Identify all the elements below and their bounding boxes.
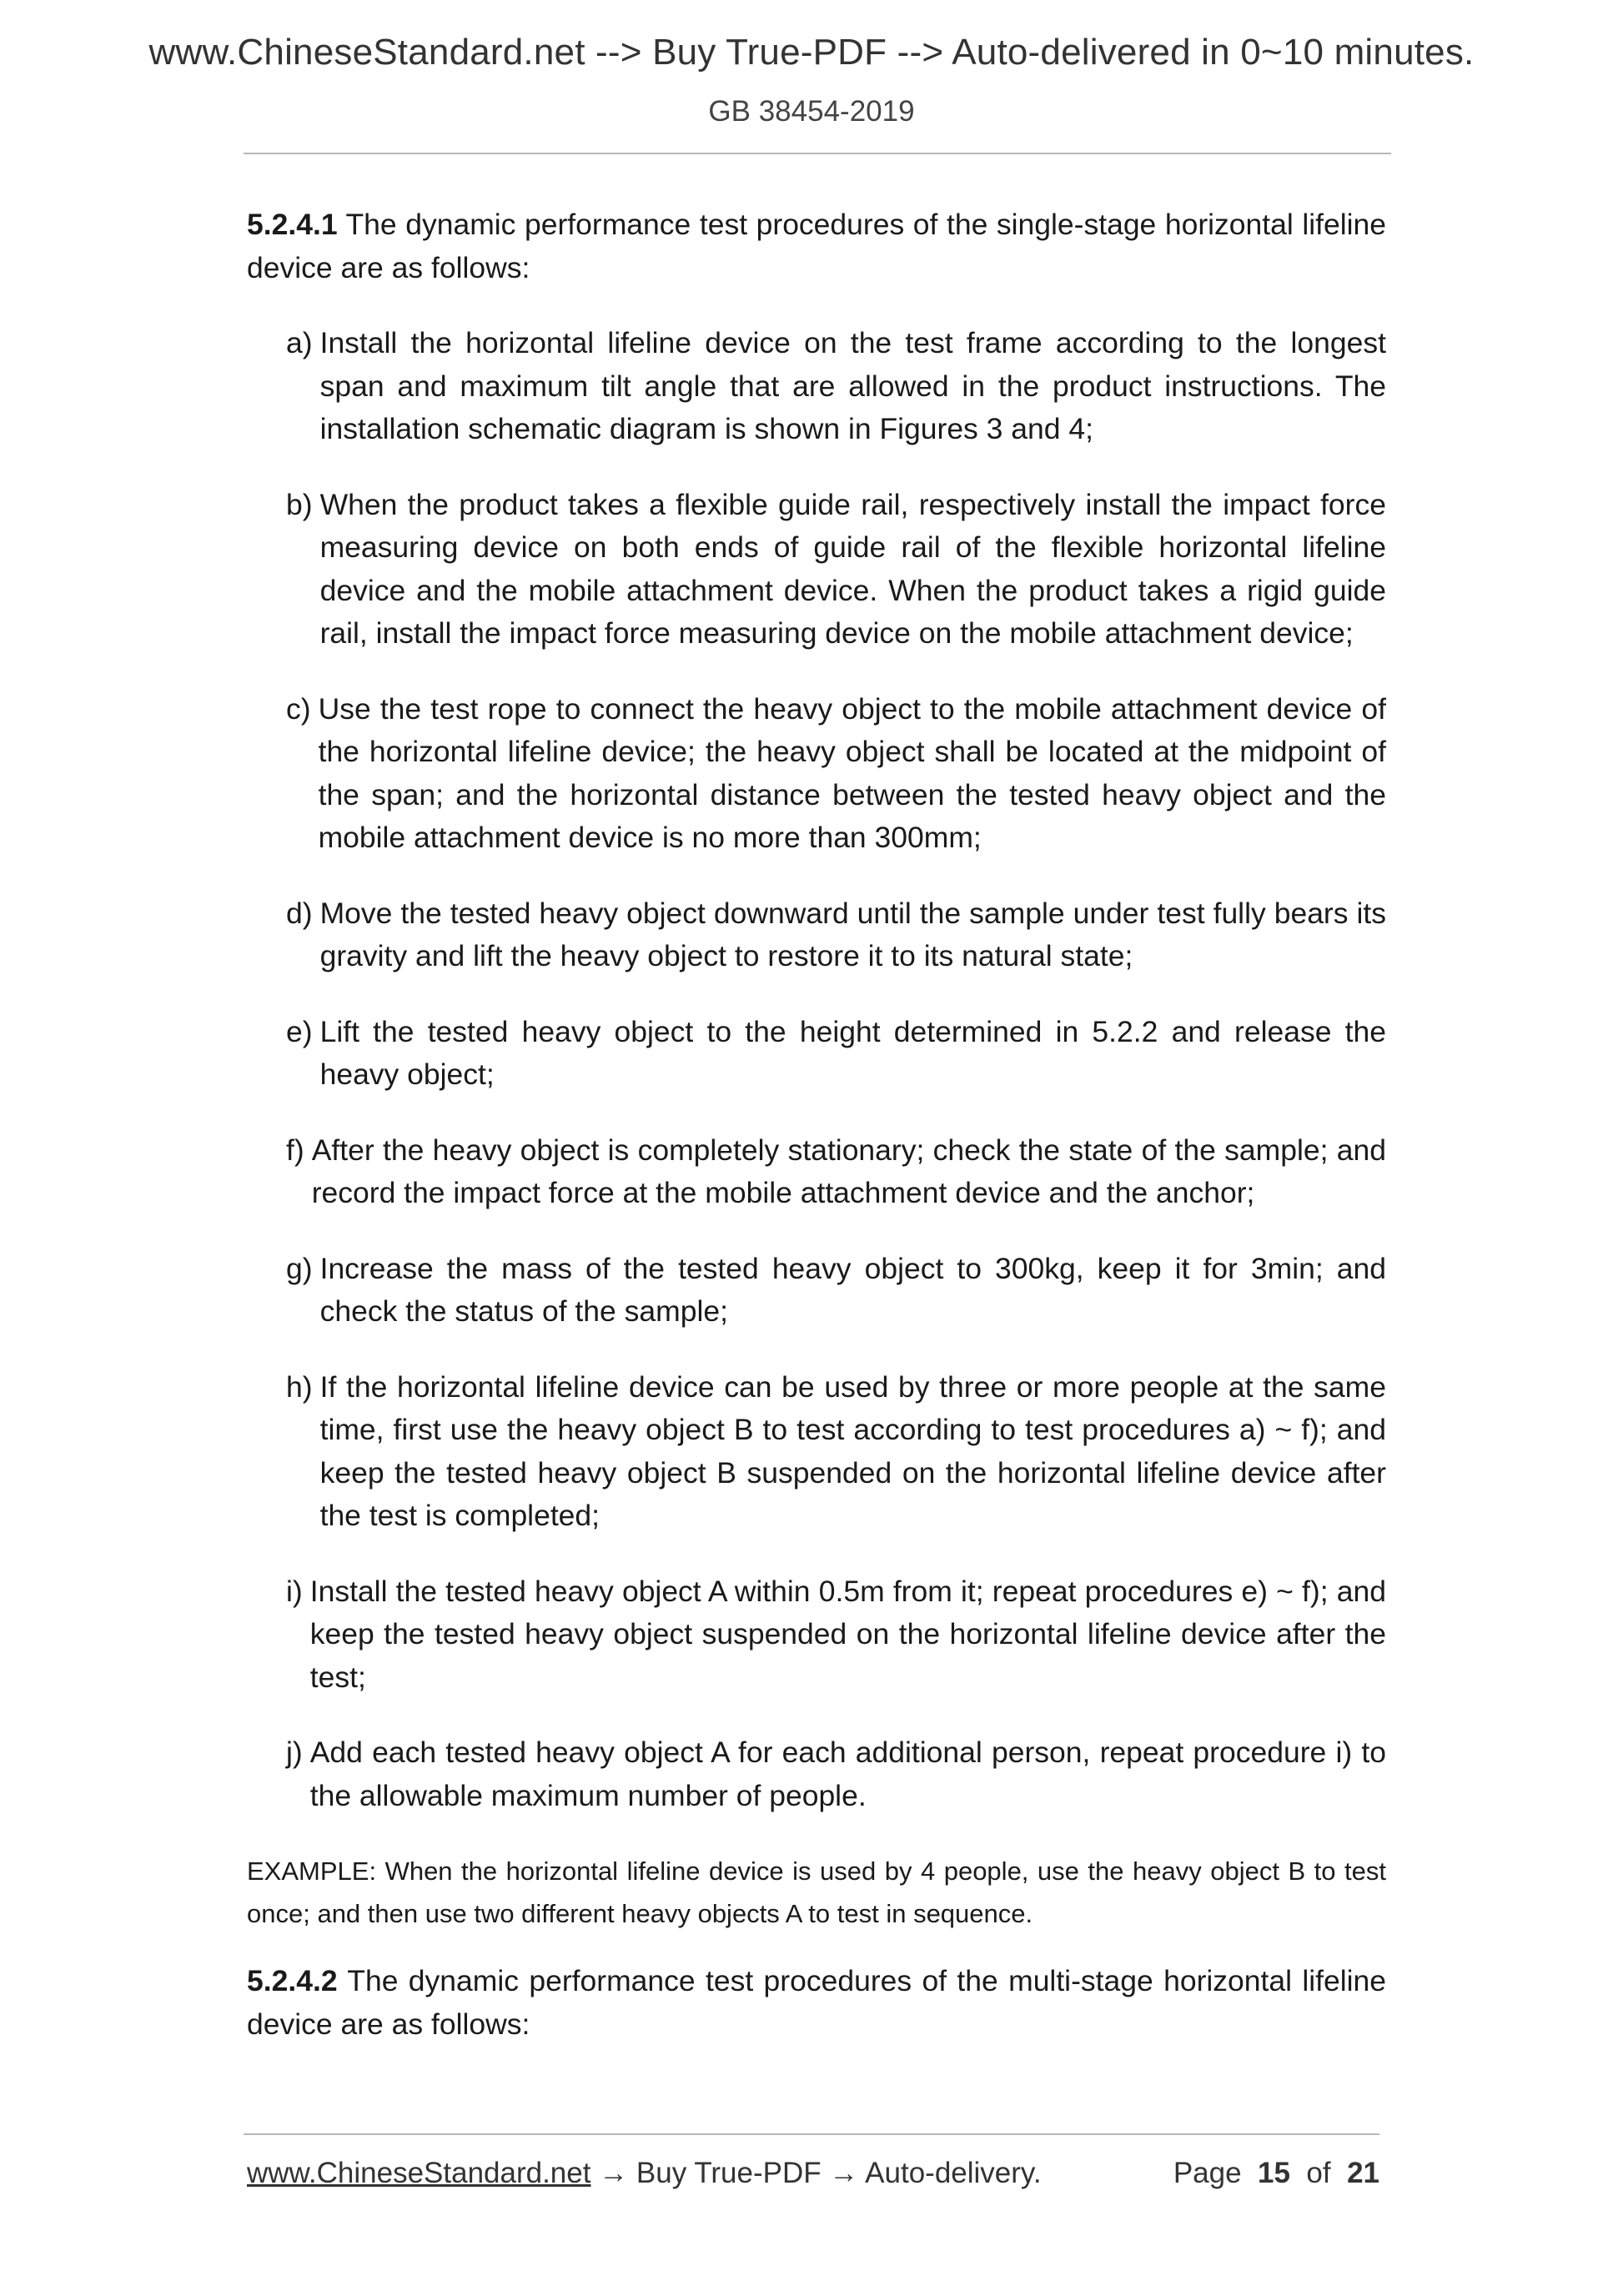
page-word: Page [1173,2157,1242,2189]
list-item-label: d) [286,896,313,930]
footer-tagline: → Buy True-PDF → Auto-delivery. [590,2157,1042,2189]
clause-5-2-4-1 [247,203,1386,289]
list-item-text: Use the test rope to connect the heavy object to the mobile attachment device of the horizontal lifeline device; the heavy object shall be located at the midpoint of the span; and the horizontal distance between the tested heavy object and the mobile attachment device is no more than 300mm; [318,691,1386,854]
list-item [286,688,1386,860]
list-item-text: Add each tested heavy object A for each additional person, repeat procedure i) to the allowable maximum number of people. [309,1736,1386,1812]
list-item-text: After the heavy object is completely stationary; check the state of the sample; and record the impact force at the mobile attachment device and the anchor; [311,1133,1386,1209]
list-item-label: c) [286,691,311,726]
clause-text: The dynamic performance test procedures of the multi-stage horizontal lifeline device are as follows: [247,1964,1386,2041]
list-item-label: b) [286,487,313,521]
list-item [286,892,1386,978]
list-item-label: e) [286,1014,313,1048]
list-item-text: Install the tested heavy object A within 0.5m from it; repeat procedures e) ~ f); and keep the tested heavy object suspended on the horizontal lifeline device after the test; [309,1574,1386,1694]
list-item-label: f) [286,1133,304,1167]
list-item-label: g) [286,1251,313,1285]
list-item [286,1731,1386,1817]
list-item [286,1129,1386,1215]
footer-site-link[interactable]: www.ChineseStandard.net [247,2157,591,2189]
list-item-text: Install the horizontal lifeline device on the test frame according to the longest span and maximum tilt angle that are allowed in the product instructions. The installation schematic diagram is shown in Figures 3 and 4; [319,326,1386,445]
footer-left [247,2157,1042,2190]
clause-number: 5.2.4.2 [247,1964,338,1997]
list-item-label: h) [286,1369,313,1404]
document-body [247,203,1386,2078]
footer-divider [244,2133,1379,2135]
list-item-text: If the horizontal lifeline device can be used by three or more people at the same time, first use the heavy object B to test according to test procedures a) ~ f); and keep the tested heavy object B suspended on the horizontal lifeline device after the test is completed; [319,1369,1386,1532]
example-note: EXAMPLE: When the horizontal lifeline device is used by 4 people, use the heavy object B to test once; and then use two different heavy objects A to test in sequence. [247,1856,1386,1928]
list-item [286,1248,1386,1334]
list-item-text: Increase the mass of the tested heavy object to 300kg, keep it for 3min; and check the status of the sample; [319,1251,1386,1328]
list-item [286,322,1386,451]
list-item [286,1366,1386,1538]
page-indicator [1173,2157,1379,2190]
page-of: of [1306,2157,1331,2189]
list-item-text: When the product takes a flexible guide rail, respectively install the impact force measuring device on both ends of guide rail of the flexible horizontal lifeline device and the mobile attachment device. When the product takes a rigid guide rail, install the impact force measuring device on the mobile attachment device; [319,487,1386,650]
list-item-label: j) [286,1736,303,1769]
list-item-text: Lift the tested heavy object to the height determined in 5.2.2 and release the heavy object; [319,1014,1386,1091]
site-banner: www.ChineseStandard.net --> Buy True-PDF --> Auto-delivered in 0~10 minutes. [148,32,1475,73]
clause-text: The dynamic performance test procedures of the single-stage horizontal lifeline device are as follows: [247,208,1386,284]
list-item-label: a) [286,326,313,359]
header-divider [244,153,1391,154]
clause-5-2-4-2 [247,1960,1386,2046]
list-item [286,484,1386,656]
list-item [286,1011,1386,1097]
page-footer [247,2157,1379,2190]
list-item-text: Move the tested heavy object downward until the sample under test fully bears its gravity and lift the heavy object to restore it to its natural state; [319,896,1386,972]
page-current: 15 [1258,2157,1290,2189]
list-item-label: i) [286,1574,303,1608]
page-total: 21 [1347,2157,1379,2189]
document-code: GB 38454-2019 [708,95,915,128]
clause-number: 5.2.4.1 [247,208,338,241]
list-item [286,1570,1386,1700]
